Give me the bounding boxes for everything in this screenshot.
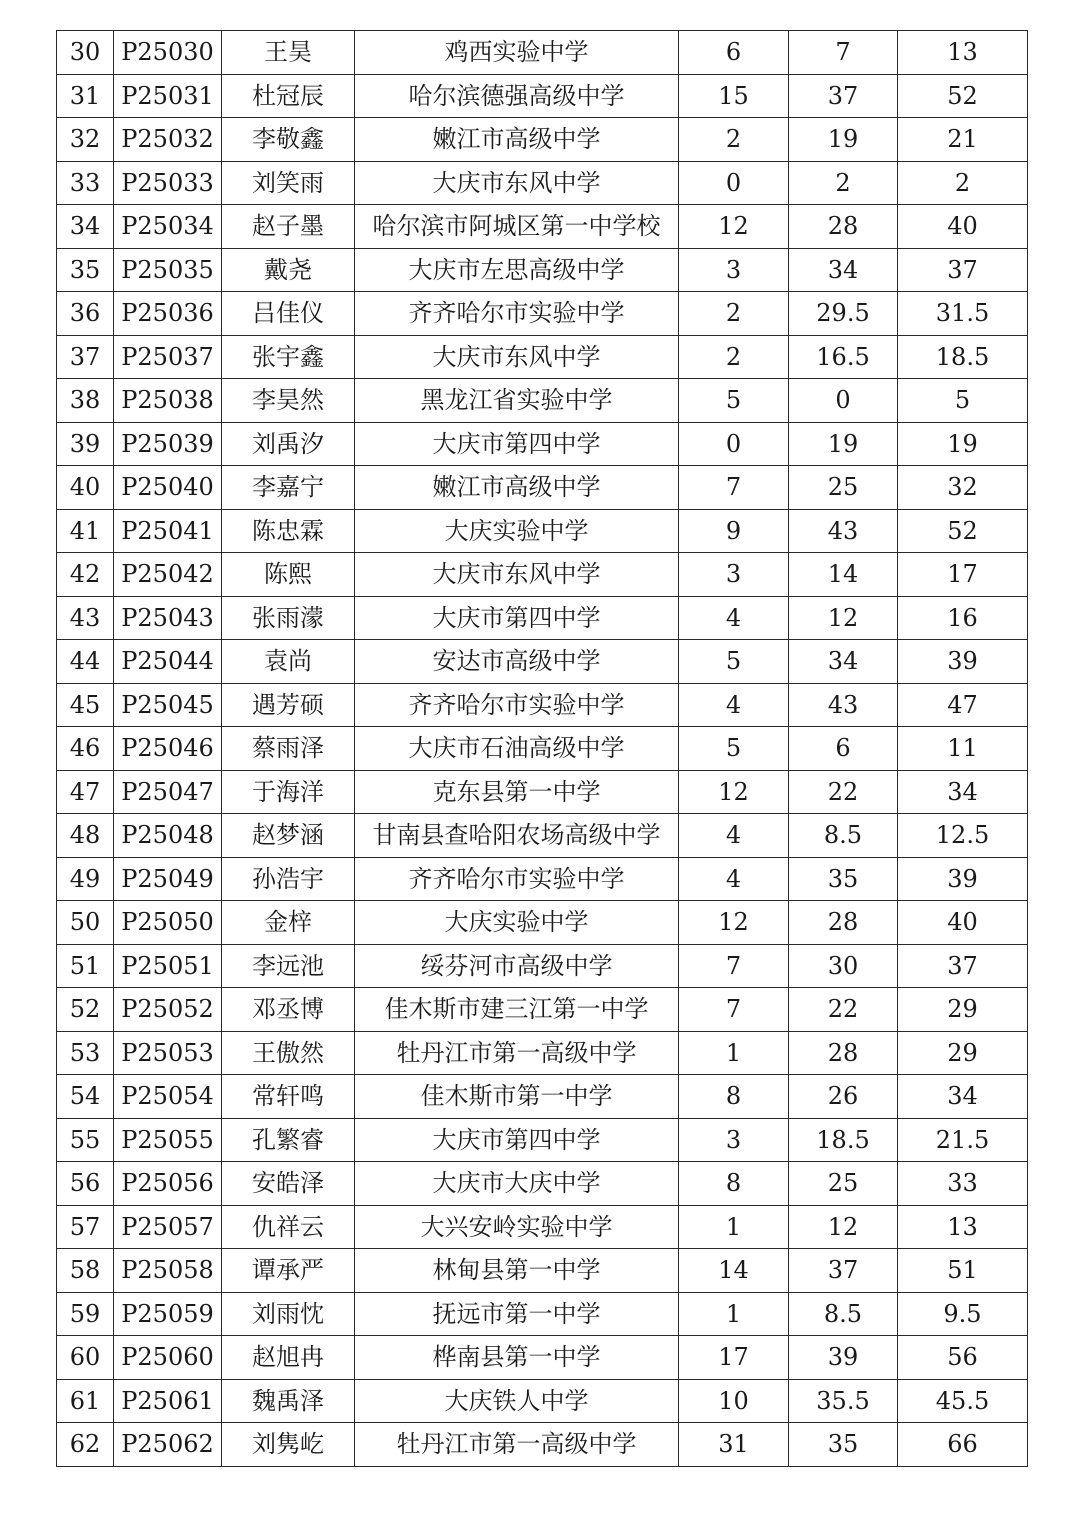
row-number-cell: 34 xyxy=(57,205,114,249)
score-sheet xyxy=(56,30,1027,1467)
score-2-cell: 8.5 xyxy=(789,814,898,858)
row-number-cell: 41 xyxy=(57,509,114,553)
student-name-cell: 戴尧 xyxy=(222,248,355,292)
table-row xyxy=(57,1336,1028,1380)
row-number-cell: 62 xyxy=(57,1423,114,1467)
score-1-cell: 8 xyxy=(679,1162,789,1206)
candidate-id-cell: P25059 xyxy=(114,1292,222,1336)
student-name-cell: 孙浩宇 xyxy=(222,857,355,901)
school-cell: 鸡西实验中学 xyxy=(355,31,679,75)
student-name-cell: 陈熙 xyxy=(222,553,355,597)
student-name-cell: 仇祥云 xyxy=(222,1205,355,1249)
candidate-id-cell: P25040 xyxy=(114,466,222,510)
school-cell: 大庆市第四中学 xyxy=(355,422,679,466)
row-number-cell: 59 xyxy=(57,1292,114,1336)
student-name-cell: 赵旭冉 xyxy=(222,1336,355,1380)
table-row xyxy=(57,31,1028,75)
student-name-cell: 刘雨忱 xyxy=(222,1292,355,1336)
student-name-cell: 王傲然 xyxy=(222,1031,355,1075)
candidate-id-cell: P25057 xyxy=(114,1205,222,1249)
total-score-cell: 37 xyxy=(898,944,1028,988)
school-cell: 大庆市石油高级中学 xyxy=(355,727,679,771)
school-cell: 佳木斯市第一中学 xyxy=(355,1075,679,1119)
score-2-cell: 25 xyxy=(789,1162,898,1206)
row-number-cell: 35 xyxy=(57,248,114,292)
table-row xyxy=(57,422,1028,466)
score-1-cell: 4 xyxy=(679,857,789,901)
score-1-cell: 17 xyxy=(679,1336,789,1380)
candidate-id-cell: P25039 xyxy=(114,422,222,466)
total-score-cell: 5 xyxy=(898,379,1028,423)
table-row xyxy=(57,901,1028,945)
score-2-cell: 30 xyxy=(789,944,898,988)
score-1-cell: 5 xyxy=(679,379,789,423)
score-2-cell: 35.5 xyxy=(789,1379,898,1423)
table-row xyxy=(57,1162,1028,1206)
table-row xyxy=(57,509,1028,553)
score-1-cell: 10 xyxy=(679,1379,789,1423)
score-1-cell: 3 xyxy=(679,248,789,292)
candidate-id-cell: P25046 xyxy=(114,727,222,771)
student-name-cell: 袁尚 xyxy=(222,640,355,684)
school-cell: 大兴安岭实验中学 xyxy=(355,1205,679,1249)
candidate-id-cell: P25054 xyxy=(114,1075,222,1119)
row-number-cell: 36 xyxy=(57,292,114,336)
score-2-cell: 12 xyxy=(789,596,898,640)
school-cell: 牡丹江市第一高级中学 xyxy=(355,1031,679,1075)
total-score-cell: 40 xyxy=(898,901,1028,945)
school-cell: 齐齐哈尔市实验中学 xyxy=(355,292,679,336)
table-row xyxy=(57,335,1028,379)
candidate-id-cell: P25031 xyxy=(114,74,222,118)
student-name-cell: 赵子墨 xyxy=(222,205,355,249)
total-score-cell: 29 xyxy=(898,988,1028,1032)
total-score-cell: 45.5 xyxy=(898,1379,1028,1423)
total-score-cell: 13 xyxy=(898,31,1028,75)
score-2-cell: 34 xyxy=(789,248,898,292)
school-cell: 大庆实验中学 xyxy=(355,509,679,553)
row-number-cell: 56 xyxy=(57,1162,114,1206)
school-cell: 绥芬河市高级中学 xyxy=(355,944,679,988)
total-score-cell: 34 xyxy=(898,1075,1028,1119)
total-score-cell: 29 xyxy=(898,1031,1028,1075)
score-1-cell: 2 xyxy=(679,292,789,336)
table-row xyxy=(57,118,1028,162)
score-2-cell: 37 xyxy=(789,1249,898,1293)
school-cell: 哈尔滨德强高级中学 xyxy=(355,74,679,118)
score-1-cell: 3 xyxy=(679,553,789,597)
score-1-cell: 1 xyxy=(679,1292,789,1336)
score-1-cell: 14 xyxy=(679,1249,789,1293)
total-score-cell: 37 xyxy=(898,248,1028,292)
score-2-cell: 12 xyxy=(789,1205,898,1249)
total-score-cell: 34 xyxy=(898,770,1028,814)
school-cell: 大庆市东风中学 xyxy=(355,161,679,205)
school-cell: 林甸县第一中学 xyxy=(355,1249,679,1293)
score-2-cell: 6 xyxy=(789,727,898,771)
row-number-cell: 48 xyxy=(57,814,114,858)
total-score-cell: 66 xyxy=(898,1423,1028,1467)
score-2-cell: 25 xyxy=(789,466,898,510)
total-score-cell: 32 xyxy=(898,466,1028,510)
row-number-cell: 52 xyxy=(57,988,114,1032)
score-2-cell: 14 xyxy=(789,553,898,597)
student-name-cell: 刘笑雨 xyxy=(222,161,355,205)
table-row xyxy=(57,292,1028,336)
table-row xyxy=(57,1118,1028,1162)
total-score-cell: 31.5 xyxy=(898,292,1028,336)
candidate-id-cell: P25032 xyxy=(114,118,222,162)
student-name-cell: 李嘉宁 xyxy=(222,466,355,510)
school-cell: 安达市高级中学 xyxy=(355,640,679,684)
student-name-cell: 遇芳硕 xyxy=(222,683,355,727)
total-score-cell: 21 xyxy=(898,118,1028,162)
score-2-cell: 16.5 xyxy=(789,335,898,379)
score-1-cell: 1 xyxy=(679,1205,789,1249)
student-name-cell: 安皓泽 xyxy=(222,1162,355,1206)
student-name-cell: 常轩鸣 xyxy=(222,1075,355,1119)
row-number-cell: 30 xyxy=(57,31,114,75)
candidate-id-cell: P25044 xyxy=(114,640,222,684)
school-cell: 大庆市左思高级中学 xyxy=(355,248,679,292)
row-number-cell: 32 xyxy=(57,118,114,162)
total-score-cell: 39 xyxy=(898,857,1028,901)
score-2-cell: 35 xyxy=(789,1423,898,1467)
score-2-cell: 19 xyxy=(789,422,898,466)
score-1-cell: 15 xyxy=(679,74,789,118)
row-number-cell: 33 xyxy=(57,161,114,205)
candidate-id-cell: P25049 xyxy=(114,857,222,901)
candidate-id-cell: P25050 xyxy=(114,901,222,945)
total-score-cell: 9.5 xyxy=(898,1292,1028,1336)
candidate-id-cell: P25060 xyxy=(114,1336,222,1380)
candidate-id-cell: P25053 xyxy=(114,1031,222,1075)
student-name-cell: 李昊然 xyxy=(222,379,355,423)
school-cell: 嫩江市高级中学 xyxy=(355,466,679,510)
score-2-cell: 18.5 xyxy=(789,1118,898,1162)
table-row xyxy=(57,74,1028,118)
row-number-cell: 57 xyxy=(57,1205,114,1249)
student-name-cell: 李远池 xyxy=(222,944,355,988)
total-score-cell: 52 xyxy=(898,74,1028,118)
candidate-id-cell: P25052 xyxy=(114,988,222,1032)
score-1-cell: 4 xyxy=(679,814,789,858)
student-name-cell: 谭承严 xyxy=(222,1249,355,1293)
school-cell: 桦南县第一中学 xyxy=(355,1336,679,1380)
total-score-cell: 19 xyxy=(898,422,1028,466)
score-1-cell: 31 xyxy=(679,1423,789,1467)
row-number-cell: 47 xyxy=(57,770,114,814)
candidate-id-cell: P25038 xyxy=(114,379,222,423)
score-2-cell: 28 xyxy=(789,205,898,249)
total-score-cell: 12.5 xyxy=(898,814,1028,858)
total-score-cell: 21.5 xyxy=(898,1118,1028,1162)
candidate-id-cell: P25062 xyxy=(114,1423,222,1467)
row-number-cell: 46 xyxy=(57,727,114,771)
total-score-cell: 18.5 xyxy=(898,335,1028,379)
row-number-cell: 31 xyxy=(57,74,114,118)
row-number-cell: 44 xyxy=(57,640,114,684)
score-1-cell: 7 xyxy=(679,944,789,988)
student-name-cell: 于海洋 xyxy=(222,770,355,814)
total-score-cell: 13 xyxy=(898,1205,1028,1249)
score-2-cell: 8.5 xyxy=(789,1292,898,1336)
score-2-cell: 37 xyxy=(789,74,898,118)
score-2-cell: 7 xyxy=(789,31,898,75)
candidate-id-cell: P25047 xyxy=(114,770,222,814)
total-score-cell: 11 xyxy=(898,727,1028,771)
row-number-cell: 42 xyxy=(57,553,114,597)
candidate-id-cell: P25033 xyxy=(114,161,222,205)
candidate-id-cell: P25045 xyxy=(114,683,222,727)
score-1-cell: 2 xyxy=(679,118,789,162)
row-number-cell: 39 xyxy=(57,422,114,466)
student-name-cell: 吕佳仪 xyxy=(222,292,355,336)
table-row xyxy=(57,944,1028,988)
student-name-cell: 金梓 xyxy=(222,901,355,945)
score-1-cell: 1 xyxy=(679,1031,789,1075)
candidate-id-cell: P25035 xyxy=(114,248,222,292)
table-row xyxy=(57,379,1028,423)
table-row xyxy=(57,683,1028,727)
school-cell: 大庆市东风中学 xyxy=(355,335,679,379)
score-1-cell: 9 xyxy=(679,509,789,553)
candidate-id-cell: P25034 xyxy=(114,205,222,249)
score-1-cell: 12 xyxy=(679,770,789,814)
table-row xyxy=(57,1423,1028,1467)
table-row xyxy=(57,857,1028,901)
school-cell: 哈尔滨市阿城区第一中学校 xyxy=(355,205,679,249)
candidate-id-cell: P25037 xyxy=(114,335,222,379)
candidate-id-cell: P25055 xyxy=(114,1118,222,1162)
score-1-cell: 7 xyxy=(679,988,789,1032)
table-row xyxy=(57,596,1028,640)
row-number-cell: 60 xyxy=(57,1336,114,1380)
table-row xyxy=(57,1075,1028,1119)
candidate-id-cell: P25043 xyxy=(114,596,222,640)
student-name-cell: 杜冠辰 xyxy=(222,74,355,118)
score-2-cell: 2 xyxy=(789,161,898,205)
school-cell: 甘南县查哈阳农场高级中学 xyxy=(355,814,679,858)
table-row xyxy=(57,248,1028,292)
table-row xyxy=(57,988,1028,1032)
score-1-cell: 2 xyxy=(679,335,789,379)
row-number-cell: 58 xyxy=(57,1249,114,1293)
table-row xyxy=(57,553,1028,597)
score-2-cell: 19 xyxy=(789,118,898,162)
score-2-cell: 28 xyxy=(789,1031,898,1075)
score-2-cell: 43 xyxy=(789,509,898,553)
school-cell: 牡丹江市第一高级中学 xyxy=(355,1423,679,1467)
student-name-cell: 张雨濛 xyxy=(222,596,355,640)
candidate-id-cell: P25036 xyxy=(114,292,222,336)
table-row xyxy=(57,1249,1028,1293)
score-2-cell: 22 xyxy=(789,988,898,1032)
score-1-cell: 0 xyxy=(679,422,789,466)
score-1-cell: 12 xyxy=(679,205,789,249)
total-score-cell: 40 xyxy=(898,205,1028,249)
score-2-cell: 0 xyxy=(789,379,898,423)
score-2-cell: 22 xyxy=(789,770,898,814)
student-name-cell: 刘禹汐 xyxy=(222,422,355,466)
score-1-cell: 3 xyxy=(679,1118,789,1162)
table-row xyxy=(57,161,1028,205)
total-score-cell: 56 xyxy=(898,1336,1028,1380)
score-2-cell: 34 xyxy=(789,640,898,684)
school-cell: 抚远市第一中学 xyxy=(355,1292,679,1336)
row-number-cell: 49 xyxy=(57,857,114,901)
row-number-cell: 50 xyxy=(57,901,114,945)
table-row xyxy=(57,727,1028,771)
student-name-cell: 魏禹泽 xyxy=(222,1379,355,1423)
school-cell: 大庆实验中学 xyxy=(355,901,679,945)
candidate-id-cell: P25056 xyxy=(114,1162,222,1206)
row-number-cell: 54 xyxy=(57,1075,114,1119)
score-table-body xyxy=(57,31,1028,1467)
row-number-cell: 38 xyxy=(57,379,114,423)
school-cell: 嫩江市高级中学 xyxy=(355,118,679,162)
score-1-cell: 0 xyxy=(679,161,789,205)
total-score-cell: 52 xyxy=(898,509,1028,553)
school-cell: 齐齐哈尔市实验中学 xyxy=(355,857,679,901)
student-name-cell: 邓丞博 xyxy=(222,988,355,1032)
student-name-cell: 陈忠霖 xyxy=(222,509,355,553)
total-score-cell: 16 xyxy=(898,596,1028,640)
row-number-cell: 53 xyxy=(57,1031,114,1075)
school-cell: 大庆市第四中学 xyxy=(355,1118,679,1162)
table-row xyxy=(57,1205,1028,1249)
table-row xyxy=(57,770,1028,814)
row-number-cell: 40 xyxy=(57,466,114,510)
school-cell: 大庆市大庆中学 xyxy=(355,1162,679,1206)
table-row xyxy=(57,640,1028,684)
table-row xyxy=(57,466,1028,510)
table-row xyxy=(57,1031,1028,1075)
score-1-cell: 6 xyxy=(679,31,789,75)
candidate-id-cell: P25030 xyxy=(114,31,222,75)
school-cell: 佳木斯市建三江第一中学 xyxy=(355,988,679,1032)
table-row xyxy=(57,205,1028,249)
candidate-id-cell: P25041 xyxy=(114,509,222,553)
table-row xyxy=(57,814,1028,858)
total-score-cell: 39 xyxy=(898,640,1028,684)
student-name-cell: 孔繁睿 xyxy=(222,1118,355,1162)
row-number-cell: 37 xyxy=(57,335,114,379)
school-cell: 克东县第一中学 xyxy=(355,770,679,814)
student-name-cell: 张宇鑫 xyxy=(222,335,355,379)
score-1-cell: 5 xyxy=(679,727,789,771)
score-1-cell: 4 xyxy=(679,683,789,727)
score-1-cell: 4 xyxy=(679,596,789,640)
score-2-cell: 43 xyxy=(789,683,898,727)
row-number-cell: 43 xyxy=(57,596,114,640)
school-cell: 大庆市东风中学 xyxy=(355,553,679,597)
total-score-cell: 47 xyxy=(898,683,1028,727)
score-2-cell: 35 xyxy=(789,857,898,901)
row-number-cell: 55 xyxy=(57,1118,114,1162)
score-table xyxy=(56,30,1028,1467)
candidate-id-cell: P25048 xyxy=(114,814,222,858)
student-name-cell: 刘隽屹 xyxy=(222,1423,355,1467)
school-cell: 黑龙江省实验中学 xyxy=(355,379,679,423)
table-row xyxy=(57,1379,1028,1423)
total-score-cell: 17 xyxy=(898,553,1028,597)
school-cell: 大庆铁人中学 xyxy=(355,1379,679,1423)
student-name-cell: 赵梦涵 xyxy=(222,814,355,858)
candidate-id-cell: P25042 xyxy=(114,553,222,597)
score-2-cell: 39 xyxy=(789,1336,898,1380)
score-1-cell: 7 xyxy=(679,466,789,510)
total-score-cell: 2 xyxy=(898,161,1028,205)
school-cell: 大庆市第四中学 xyxy=(355,596,679,640)
row-number-cell: 61 xyxy=(57,1379,114,1423)
total-score-cell: 51 xyxy=(898,1249,1028,1293)
score-2-cell: 28 xyxy=(789,901,898,945)
student-name-cell: 王昊 xyxy=(222,31,355,75)
school-cell: 齐齐哈尔市实验中学 xyxy=(355,683,679,727)
score-2-cell: 26 xyxy=(789,1075,898,1119)
score-1-cell: 8 xyxy=(679,1075,789,1119)
score-1-cell: 5 xyxy=(679,640,789,684)
total-score-cell: 33 xyxy=(898,1162,1028,1206)
table-row xyxy=(57,1292,1028,1336)
student-name-cell: 蔡雨泽 xyxy=(222,727,355,771)
student-name-cell: 李敬鑫 xyxy=(222,118,355,162)
row-number-cell: 51 xyxy=(57,944,114,988)
score-1-cell: 12 xyxy=(679,901,789,945)
row-number-cell: 45 xyxy=(57,683,114,727)
candidate-id-cell: P25051 xyxy=(114,944,222,988)
score-2-cell: 29.5 xyxy=(789,292,898,336)
candidate-id-cell: P25061 xyxy=(114,1379,222,1423)
candidate-id-cell: P25058 xyxy=(114,1249,222,1293)
